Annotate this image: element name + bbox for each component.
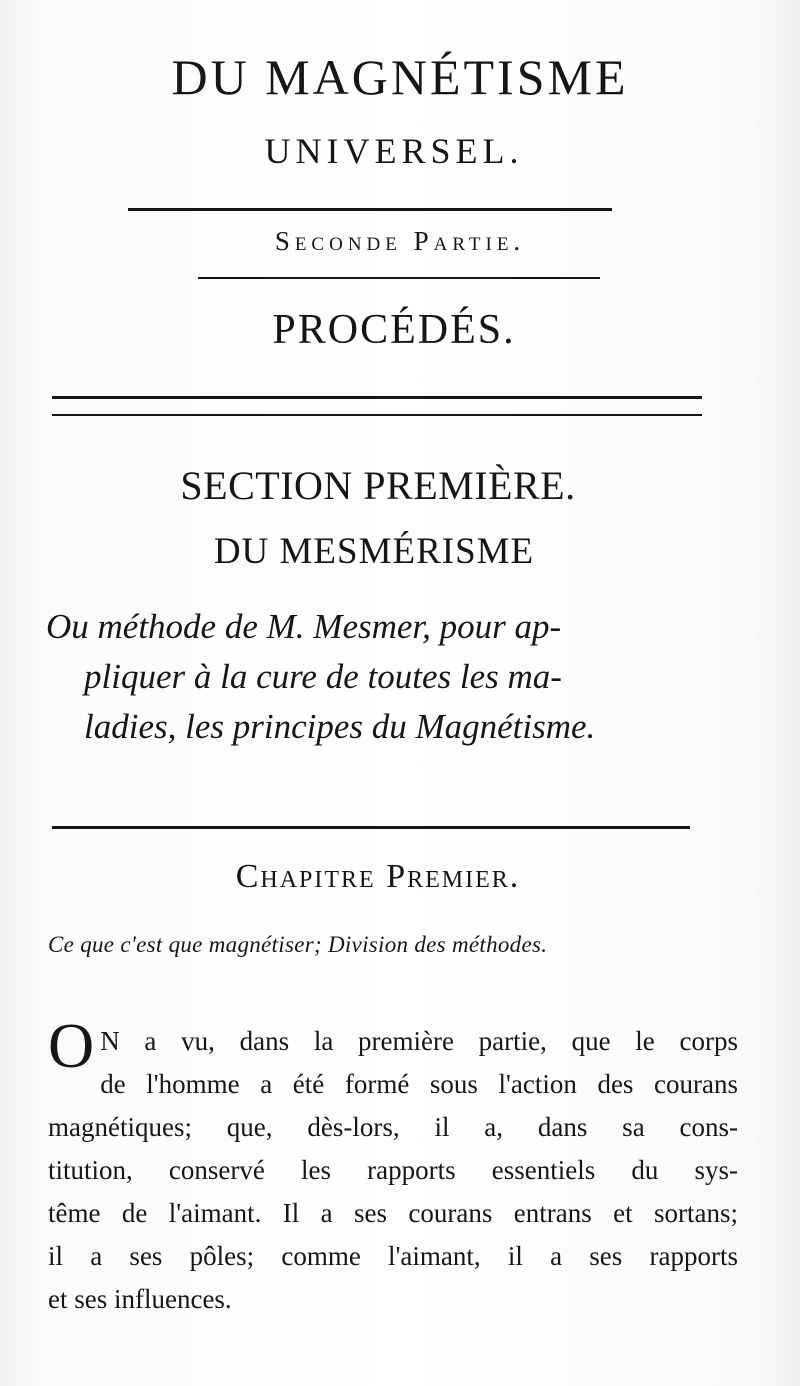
book-title-line2: UNIVERSEL. [264, 131, 524, 171]
body-line: N a vu, dans la première partie, que le corps [100, 1026, 738, 1056]
section-description [46, 602, 736, 752]
part-heading: Seconde Partie. [274, 226, 526, 256]
chapter-subtitle: Ce que c'est que magnétiser; Division des méthodes. [48, 932, 548, 957]
chapter-title: Chapitre Premier. [235, 858, 521, 895]
drop-cap: O [48, 1010, 95, 1081]
book-title-line1: DU MAGNÉTISME [171, 49, 629, 105]
double-rule-top [52, 396, 702, 399]
procedes-heading: PROCÉDÉS. [272, 307, 516, 353]
title-rule [128, 208, 612, 211]
body-line: de l'homme a été formé sous l'action des courans [100, 1069, 738, 1099]
body-line: magnétiques; que, dès-lors, il a, dans sa cons- [48, 1112, 738, 1142]
body-line: il a ses pôles; comme l'aimant, il a ses rapports [48, 1241, 738, 1271]
section-title: SECTION PREMIÈRE. [180, 463, 576, 508]
body-line: et ses influences. [48, 1284, 232, 1314]
section-subtitle: DU MESMÉRISME [213, 531, 535, 572]
body-line: tême de l'aimant. Il a ses courans entrans et sortans; [48, 1198, 738, 1228]
section-description-line: Ou méthode de M. Mesmer, pour ap- [46, 607, 562, 646]
section-description-line: pliquer à la cure de toutes les ma- [84, 657, 562, 696]
part-rule [198, 277, 600, 279]
section-description-line: ladies, les principes du Magnétisme. [84, 707, 596, 746]
chapter-body [48, 1010, 738, 1321]
section-rule [52, 826, 690, 829]
body-line: titution, conservé les rapports essentiels du sys- [48, 1155, 738, 1185]
double-rule-bottom [52, 414, 702, 416]
